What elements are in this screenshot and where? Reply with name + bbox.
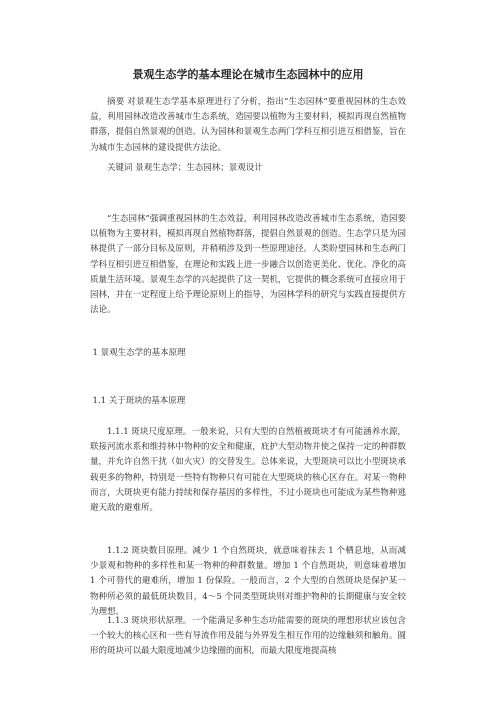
paper-title: 景观生态学的基本理论在城市生态园林中的应用 xyxy=(132,68,364,81)
keywords: 关键词 景观生态学；生态园林；景观设计 xyxy=(107,163,263,173)
subsection-heading-1-1: 1.1 关于斑块的基本原理 xyxy=(92,396,186,406)
section-heading-1: 1 景观生态学的基本原理 xyxy=(92,348,186,358)
paragraph-1-1-2: 1.1.2 斑块数目原理。减少 1 个自然斑块，就意味着抹去 1 个栖息地，从而减少景观和物种的多样性和某一物种的种群数量。增加 1 个自然斑块，则意味着增加 1 个可替代的避难所，增加 1 份保险。一般而言，2 个大型的自然斑块是保护某一物种所必须的最低斑块数目，4～5 个同类型斑块则对维护物种的长期健康与安全较为理想。 xyxy=(90,546,406,617)
abstract: 摘要 对景观生态学基本原理进行了分析，指出“生态园林”要重视园林的生态效益，利用园林改造改善城市生态系统，造园要以植物为主要材料，模拟再现自然植物群落，提倡自然景观的创造。认为园林和景观生态两门学科互相引进互相借鉴，旨在为城市生态园林的建设提供方法论。 xyxy=(90,97,406,153)
intro-paragraph: “生态园林”强调重视园林的生态效益，利用园林改造改善城市生态系统，造园要以植物为主要材料，模拟再现自然植物群落，提倡自然景观的创造。生态学只是为园林提供了一部分目标及原则，并稍稍涉及到一些原理途径。人类盼望园林和生态两门学科互相引进互相借鉴，在理论和实践上进一步融合以创造更美化、优化、净化的高质量生活环境。景观生态学的兴起提供了这一契机，它提供的概念系统可直接应用于园林，并在一定程度上给予理论原则上的指导，为园林学科的研究与实践直接提供方法论。 xyxy=(90,214,406,316)
paragraph-1-1-1: 1.1.1 斑块尺度原理。一般来说，只有大型的自然植被斑块才有可能涵养水源，联接河流水系和维持林中物种的安全和健康，庇护大型动物并使之保持一定的种群数量，并允许自然干扰（如火灾）的交替发生。总体来说，大型斑块可以比小型斑块承载更多的物种，特别是一些特有物种只有可能在大型斑块的核心区存在。对某一物种而言，大斑块更有能力持续和保存基因的多样性，不过小斑块也可能成为某些物种逃避天敌的避难所。 xyxy=(90,427,406,514)
paragraph-1-1-3: 1.1.3 斑块形状原理。一个能满足多种生态功能需要的斑块的理想形状应该包含一个较大的核心区和一些有导流作用及能与外界发生相互作用的边缘触须和触角。圆形的斑块可以最大限度地减少边缘圈的面积，而最大限度地提高核 xyxy=(90,616,406,657)
